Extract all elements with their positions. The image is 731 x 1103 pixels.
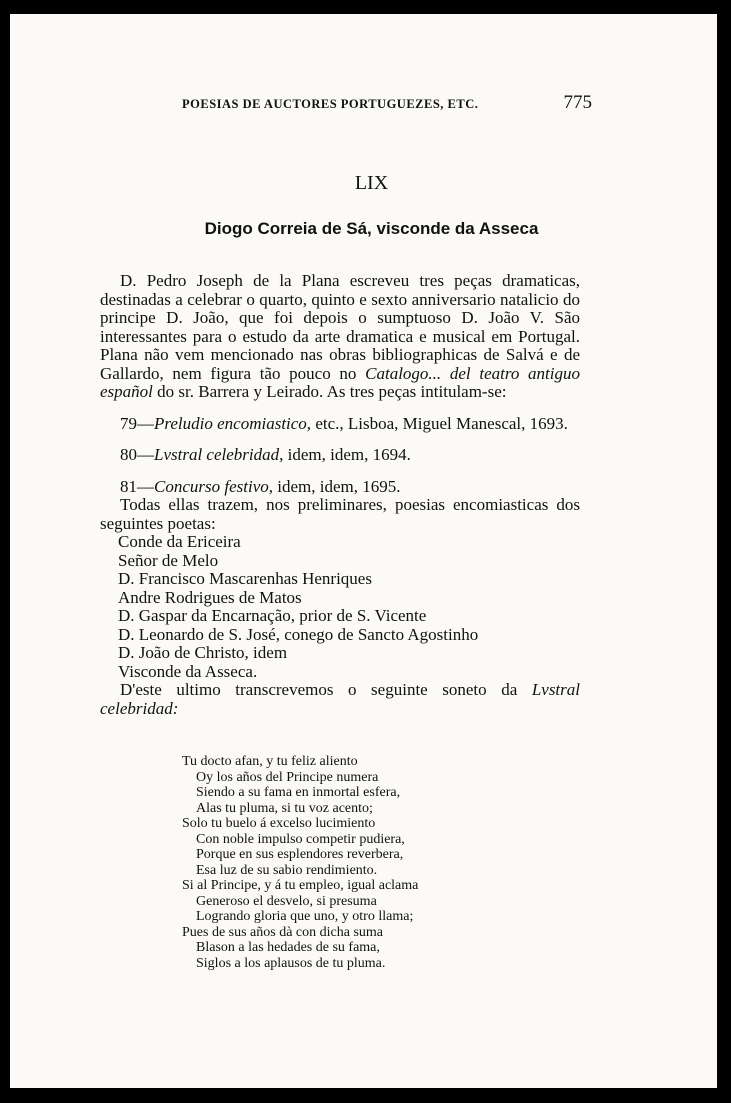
entry-details: etc., Lisboa, Miguel Manescal, 1693. [311,413,568,433]
catalogo-title: Catalogo... del teatro antiguo español [100,363,580,401]
sonnet-line: Generoso el desvelo, si presuma [196,893,377,909]
section-title: Diogo Correia de Sá, visconde da Asseca [204,219,539,238]
poets-intro: Todas ellas trazem, nos preliminares, poesias encomiasticas dos seguintes poetas: [100,495,580,533]
sonnet-line: Alas tu pluma, si tu voz acento; [196,800,373,816]
closing-italic: Lvstral celebridad: [100,680,580,718]
poet-item: Visconde da Asseca. [118,661,258,681]
body-text [100,272,580,718]
intro-paragraph [100,272,580,402]
sonnet-line: Blason a las hedades de su fama, [196,940,380,955]
sonnet [182,754,502,971]
running-title: POESIAS DE AUCTORES PORTUGUEZES, ETC. [182,97,479,111]
entry-title: Concurso festivo, [154,476,273,496]
entry-title: Preludio encomiastico, [154,413,312,433]
sonnet-line: Porque en sus esplendores reverbera, [196,847,404,862]
sonnet-line: Con noble impulso competir pudiera, [196,831,405,847]
sonnet-line: Tu docto afan, y tu feliz aliento [182,754,358,769]
entry-79 [100,415,580,434]
sonnet-line: Siendo a su fama en inmortal esfera, [196,785,401,800]
poet-item: Andre Rodrigues de Matos [118,587,302,607]
entry-number: 80— [120,445,154,464]
entry-details: idem, idem, 1694. [283,445,411,464]
poet-item: D. Francisco Mascarenhas Henriques [118,569,372,588]
entry-number: 81— [120,476,154,496]
entry-details: idem, idem, 1695. [273,476,401,496]
entry-title: Lvstral celebridad, [154,445,284,464]
poet-item: Señor de Melo [118,550,219,570]
sonnet-line: Esa luz de su sabio rendimiento. [196,862,378,878]
intro-text-end: do sr. Barrera y Leirado. As tres peças intitulam-se: [152,382,507,401]
intro-text: D. Pedro Joseph de la Plana escreveu tres peças dramaticas, destinadas a celebrar o quarto, quinto e sexto anniversario natalicio do principe D. João, que foi depois o sumptuoso D. João V. São interessantes para o estudo da arte dramatica e musical em Portugal. Plana não vem mencionado nas obras bibliographicas de Salvá e de Gallardo, nem figura tão pouco no [100,271,580,383]
poet-item: D. Leonardo de S. José, conego de Sancto Agostinho [118,624,479,644]
sonnet-line: Si al Principe, y á tu empleo, igual aclama [182,878,419,893]
sonnet-line: Solo tu buelo á excelso lucimiento [182,816,376,831]
closing-paragraph [100,681,580,718]
page-number: 775 [563,92,592,113]
sonnet-line: Pues de sus años dà con dicha suma [182,924,384,940]
poet-item: Conde da Ericeira [118,532,241,551]
page-header [182,92,592,114]
entry-number: 79— [120,413,154,433]
entry-81 [100,478,580,497]
poet-item: D. João de Christo, idem [118,643,288,662]
chapter-number: LIX [354,172,389,194]
sonnet-line: Logrando gloria que uno, y otro llama; [196,909,414,924]
sonnet-line: Oy los años del Principe numera [196,769,379,785]
book-page [10,14,717,1088]
poet-item: D. Gaspar da Encarnação, prior de S. Vicente [118,606,427,625]
closing-text: D'este ultimo transcrevemos o seguinte soneto da [120,680,532,699]
sonnet-line: Siglos a los aplausos de tu pluma. [196,955,386,971]
entry-80 [100,446,580,465]
